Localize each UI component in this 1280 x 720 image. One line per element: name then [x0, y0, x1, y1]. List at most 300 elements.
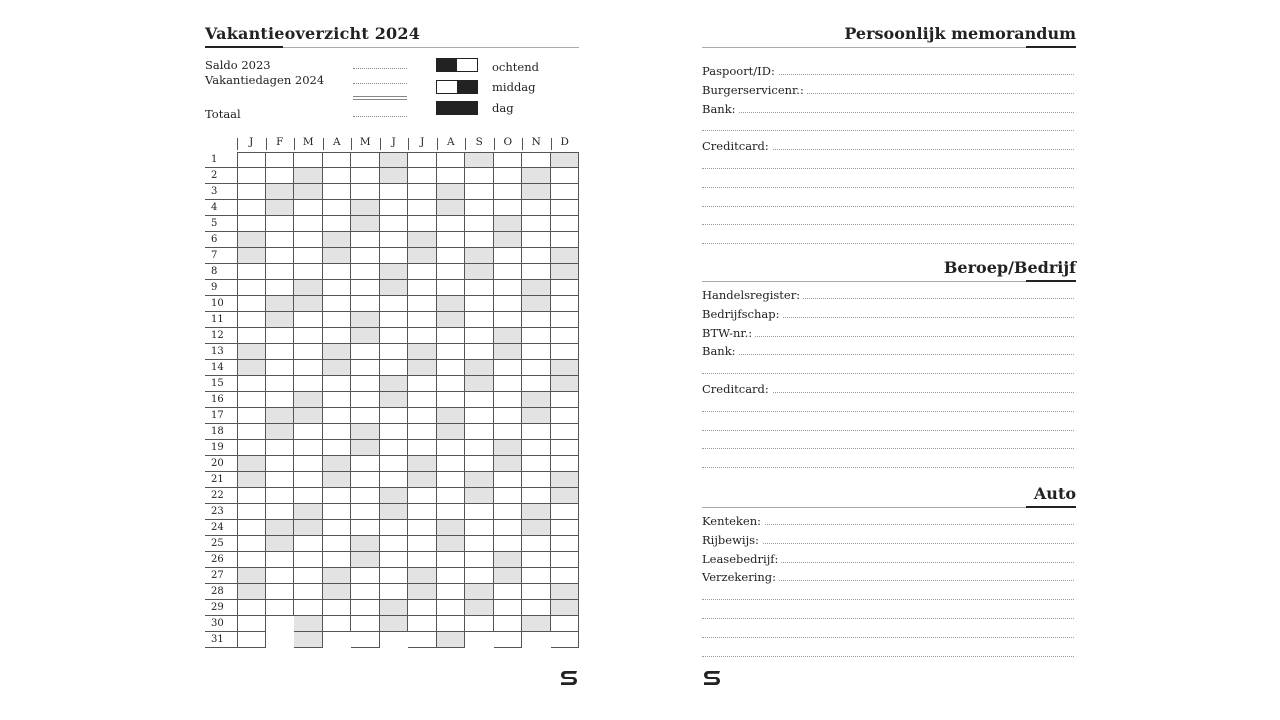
fill-in-line[interactable] [702, 373, 1074, 374]
day-cell[interactable] [465, 264, 494, 280]
day-cell[interactable] [465, 168, 494, 184]
day-cell[interactable] [551, 600, 580, 616]
day-cell[interactable] [494, 568, 523, 584]
day-cell[interactable] [266, 184, 295, 200]
day-cell[interactable] [380, 536, 409, 552]
day-cell[interactable] [551, 552, 580, 568]
day-cell[interactable] [294, 232, 323, 248]
day-cell[interactable] [465, 536, 494, 552]
day-cell[interactable] [237, 520, 266, 536]
day-cell[interactable] [294, 472, 323, 488]
day-cell[interactable] [551, 408, 580, 424]
day-cell[interactable] [437, 328, 466, 344]
day-cell[interactable] [380, 424, 409, 440]
day-cell[interactable] [237, 440, 266, 456]
fill-in-line[interactable] [702, 430, 1074, 431]
day-cell[interactable] [551, 520, 580, 536]
day-cell[interactable] [494, 264, 523, 280]
day-cell[interactable] [351, 264, 380, 280]
day-cell[interactable] [237, 616, 266, 632]
day-cell[interactable] [351, 504, 380, 520]
day-cell[interactable] [522, 424, 551, 440]
day-cell[interactable] [266, 360, 295, 376]
day-cell[interactable] [237, 632, 266, 648]
day-cell[interactable] [323, 536, 352, 552]
day-cell[interactable] [408, 376, 437, 392]
day-cell[interactable] [351, 536, 380, 552]
day-cell[interactable] [465, 216, 494, 232]
day-cell[interactable] [380, 248, 409, 264]
day-cell[interactable] [437, 296, 466, 312]
day-cell[interactable] [294, 184, 323, 200]
day-cell[interactable] [408, 168, 437, 184]
day-cell[interactable] [522, 280, 551, 296]
day-cell[interactable] [494, 536, 523, 552]
day-cell[interactable] [408, 232, 437, 248]
day-cell[interactable] [522, 312, 551, 328]
day-cell[interactable] [237, 392, 266, 408]
day-cell[interactable] [494, 472, 523, 488]
day-cell[interactable] [351, 376, 380, 392]
day-cell[interactable] [437, 440, 466, 456]
fill-in-line[interactable] [702, 467, 1074, 468]
day-cell[interactable] [408, 536, 437, 552]
day-cell[interactable] [494, 312, 523, 328]
day-cell[interactable] [465, 472, 494, 488]
day-cell[interactable] [237, 264, 266, 280]
day-cell[interactable] [237, 376, 266, 392]
day-cell[interactable] [408, 248, 437, 264]
day-cell[interactable] [408, 504, 437, 520]
day-cell[interactable] [380, 488, 409, 504]
day-cell[interactable] [465, 392, 494, 408]
day-cell[interactable] [294, 248, 323, 264]
day-cell[interactable] [551, 488, 580, 504]
day-cell[interactable] [494, 280, 523, 296]
day-cell[interactable] [437, 408, 466, 424]
day-cell[interactable] [551, 312, 580, 328]
day-cell[interactable] [522, 152, 551, 168]
day-cell[interactable] [237, 280, 266, 296]
day-cell[interactable] [237, 424, 266, 440]
day-cell[interactable] [465, 200, 494, 216]
day-cell[interactable] [237, 216, 266, 232]
day-cell[interactable] [437, 536, 466, 552]
day-cell[interactable] [294, 504, 323, 520]
day-cell[interactable] [380, 264, 409, 280]
day-cell[interactable] [323, 296, 352, 312]
day-cell[interactable] [522, 552, 551, 568]
day-cell[interactable] [237, 328, 266, 344]
day-cell[interactable] [323, 472, 352, 488]
day-cell[interactable] [351, 168, 380, 184]
day-cell[interactable] [323, 360, 352, 376]
day-cell[interactable] [551, 536, 580, 552]
day-cell[interactable] [266, 456, 295, 472]
day-cell[interactable] [522, 504, 551, 520]
day-cell[interactable] [323, 232, 352, 248]
day-cell[interactable] [266, 488, 295, 504]
day-cell[interactable] [351, 632, 380, 648]
day-cell[interactable] [380, 520, 409, 536]
day-cell[interactable] [437, 552, 466, 568]
totaal-field[interactable] [353, 116, 407, 117]
day-cell[interactable] [380, 392, 409, 408]
day-cell[interactable] [465, 424, 494, 440]
day-cell[interactable] [323, 424, 352, 440]
day-cell[interactable] [266, 520, 295, 536]
day-cell[interactable] [494, 584, 523, 600]
day-cell[interactable] [351, 472, 380, 488]
day-cell[interactable] [408, 440, 437, 456]
day-cell[interactable] [294, 600, 323, 616]
day-cell[interactable] [494, 424, 523, 440]
day-cell[interactable] [380, 440, 409, 456]
day-cell[interactable] [551, 248, 580, 264]
day-cell[interactable] [522, 392, 551, 408]
day-cell[interactable] [380, 472, 409, 488]
day-cell[interactable] [551, 216, 580, 232]
day-cell[interactable] [522, 536, 551, 552]
day-cell[interactable] [551, 328, 580, 344]
day-cell[interactable] [351, 488, 380, 504]
day-cell[interactable] [294, 200, 323, 216]
day-cell[interactable] [408, 264, 437, 280]
day-cell[interactable] [494, 200, 523, 216]
day-cell[interactable] [266, 536, 295, 552]
day-cell[interactable] [323, 328, 352, 344]
day-cell[interactable] [408, 152, 437, 168]
day-cell[interactable] [266, 584, 295, 600]
day-cell[interactable] [294, 616, 323, 632]
day-cell[interactable] [266, 344, 295, 360]
day-cell[interactable] [437, 456, 466, 472]
day-cell[interactable] [351, 392, 380, 408]
day-cell[interactable] [351, 328, 380, 344]
day-cell[interactable] [266, 200, 295, 216]
fill-in-line[interactable] [702, 130, 1074, 131]
day-cell[interactable] [380, 232, 409, 248]
day-cell[interactable] [237, 408, 266, 424]
day-cell[interactable] [237, 344, 266, 360]
day-cell[interactable] [437, 344, 466, 360]
day-cell[interactable] [522, 488, 551, 504]
day-cell[interactable] [551, 504, 580, 520]
fill-in-line[interactable] [702, 224, 1074, 225]
day-cell[interactable] [237, 552, 266, 568]
fill-in-line[interactable] [702, 656, 1074, 657]
day-cell[interactable] [380, 568, 409, 584]
day-cell[interactable] [465, 152, 494, 168]
day-cell[interactable] [408, 424, 437, 440]
day-cell[interactable] [266, 152, 295, 168]
day-cell[interactable] [465, 328, 494, 344]
day-cell[interactable] [551, 376, 580, 392]
day-cell[interactable] [465, 504, 494, 520]
day-cell[interactable] [351, 616, 380, 632]
day-cell[interactable] [237, 184, 266, 200]
day-cell[interactable] [437, 472, 466, 488]
day-cell[interactable] [522, 344, 551, 360]
day-cell[interactable] [494, 344, 523, 360]
day-cell[interactable] [380, 296, 409, 312]
day-cell[interactable] [380, 328, 409, 344]
day-cell[interactable] [494, 328, 523, 344]
day-cell[interactable] [294, 520, 323, 536]
day-cell[interactable] [408, 312, 437, 328]
day-cell[interactable] [323, 568, 352, 584]
day-cell[interactable] [551, 200, 580, 216]
day-cell[interactable] [494, 616, 523, 632]
fill-in-line[interactable] [702, 618, 1074, 619]
day-cell[interactable] [380, 152, 409, 168]
day-cell[interactable] [323, 440, 352, 456]
day-cell[interactable] [323, 456, 352, 472]
day-cell[interactable] [266, 408, 295, 424]
day-cell[interactable] [437, 392, 466, 408]
day-cell[interactable] [237, 296, 266, 312]
day-cell[interactable] [237, 456, 266, 472]
day-cell[interactable] [465, 520, 494, 536]
day-cell[interactable] [522, 568, 551, 584]
day-cell[interactable] [551, 360, 580, 376]
day-cell[interactable] [465, 184, 494, 200]
day-cell[interactable] [551, 584, 580, 600]
day-cell[interactable] [437, 520, 466, 536]
day-cell[interactable] [465, 616, 494, 632]
day-cell[interactable] [494, 632, 523, 648]
day-cell[interactable] [237, 600, 266, 616]
day-cell[interactable] [465, 248, 494, 264]
day-cell[interactable] [437, 360, 466, 376]
day-cell[interactable] [351, 344, 380, 360]
day-cell[interactable] [323, 504, 352, 520]
day-cell[interactable] [237, 584, 266, 600]
day-cell[interactable] [494, 456, 523, 472]
day-cell[interactable] [323, 552, 352, 568]
day-cell[interactable] [380, 504, 409, 520]
day-cell[interactable] [465, 440, 494, 456]
day-cell[interactable] [294, 408, 323, 424]
day-cell[interactable] [437, 600, 466, 616]
day-cell[interactable] [351, 280, 380, 296]
day-cell[interactable] [323, 344, 352, 360]
day-cell[interactable] [323, 616, 352, 632]
day-cell[interactable] [522, 168, 551, 184]
day-cell[interactable] [351, 232, 380, 248]
day-cell[interactable] [323, 408, 352, 424]
day-cell[interactable] [266, 264, 295, 280]
day-cell[interactable] [408, 360, 437, 376]
day-cell[interactable] [323, 488, 352, 504]
day-cell[interactable] [351, 520, 380, 536]
day-cell[interactable] [551, 280, 580, 296]
day-cell[interactable] [294, 312, 323, 328]
day-cell[interactable] [294, 488, 323, 504]
day-cell[interactable] [437, 424, 466, 440]
day-cell[interactable] [437, 248, 466, 264]
day-cell[interactable] [351, 408, 380, 424]
day-cell[interactable] [237, 488, 266, 504]
day-cell[interactable] [351, 584, 380, 600]
day-cell[interactable] [494, 152, 523, 168]
day-cell[interactable] [380, 552, 409, 568]
day-cell[interactable] [237, 504, 266, 520]
day-cell[interactable] [522, 360, 551, 376]
day-cell[interactable] [351, 552, 380, 568]
day-cell[interactable] [437, 568, 466, 584]
day-cell[interactable] [494, 488, 523, 504]
day-cell[interactable] [323, 168, 352, 184]
day-cell[interactable] [351, 568, 380, 584]
day-cell[interactable] [237, 152, 266, 168]
day-cell[interactable] [408, 552, 437, 568]
day-cell[interactable] [437, 232, 466, 248]
day-cell[interactable] [266, 232, 295, 248]
day-cell[interactable] [294, 552, 323, 568]
day-cell[interactable] [437, 488, 466, 504]
day-cell[interactable] [266, 424, 295, 440]
day-cell[interactable] [380, 184, 409, 200]
day-cell[interactable] [551, 472, 580, 488]
day-cell[interactable] [237, 472, 266, 488]
day-cell[interactable] [408, 216, 437, 232]
day-cell[interactable] [465, 360, 494, 376]
day-cell[interactable] [380, 360, 409, 376]
day-cell[interactable] [494, 408, 523, 424]
day-cell[interactable] [294, 440, 323, 456]
day-cell[interactable] [408, 200, 437, 216]
day-cell[interactable] [437, 312, 466, 328]
day-cell[interactable] [551, 632, 580, 648]
day-cell[interactable] [522, 520, 551, 536]
saldo-field[interactable] [353, 68, 407, 69]
day-cell[interactable] [494, 504, 523, 520]
day-cell[interactable] [266, 440, 295, 456]
day-cell[interactable] [522, 376, 551, 392]
day-cell[interactable] [437, 584, 466, 600]
day-cell[interactable] [551, 168, 580, 184]
day-cell[interactable] [551, 344, 580, 360]
day-cell[interactable] [323, 248, 352, 264]
fill-in-line[interactable] [702, 243, 1074, 244]
day-cell[interactable] [437, 376, 466, 392]
day-cell[interactable] [323, 184, 352, 200]
day-cell[interactable] [323, 312, 352, 328]
day-cell[interactable] [408, 296, 437, 312]
day-cell[interactable] [351, 296, 380, 312]
day-cell[interactable] [408, 456, 437, 472]
day-cell[interactable] [551, 440, 580, 456]
day-cell[interactable] [266, 168, 295, 184]
day-cell[interactable] [522, 264, 551, 280]
fill-in-line[interactable] [702, 637, 1074, 638]
day-cell[interactable] [494, 248, 523, 264]
day-cell[interactable] [294, 424, 323, 440]
day-cell[interactable] [380, 584, 409, 600]
day-cell[interactable] [237, 232, 266, 248]
day-cell[interactable] [437, 184, 466, 200]
day-cell[interactable] [494, 232, 523, 248]
day-cell[interactable] [408, 568, 437, 584]
day-cell[interactable] [437, 152, 466, 168]
vakantiedagen-field[interactable] [353, 83, 407, 84]
day-cell[interactable] [408, 632, 437, 648]
day-cell[interactable] [294, 344, 323, 360]
day-cell[interactable] [465, 280, 494, 296]
fill-in-line[interactable] [702, 411, 1074, 412]
day-cell[interactable] [294, 392, 323, 408]
day-cell[interactable] [522, 408, 551, 424]
day-cell[interactable] [351, 184, 380, 200]
day-cell[interactable] [351, 248, 380, 264]
day-cell[interactable] [494, 184, 523, 200]
day-cell[interactable] [522, 440, 551, 456]
day-cell[interactable] [294, 328, 323, 344]
day-cell[interactable] [551, 232, 580, 248]
day-cell[interactable] [408, 616, 437, 632]
day-cell[interactable] [237, 200, 266, 216]
day-cell[interactable] [294, 168, 323, 184]
fill-in-line[interactable] [702, 112, 1074, 113]
day-cell[interactable] [522, 216, 551, 232]
day-cell[interactable] [380, 312, 409, 328]
day-cell[interactable] [522, 472, 551, 488]
day-cell[interactable] [522, 584, 551, 600]
day-cell[interactable] [323, 376, 352, 392]
day-cell[interactable] [294, 568, 323, 584]
day-cell[interactable] [494, 168, 523, 184]
day-cell[interactable] [551, 568, 580, 584]
day-cell[interactable] [323, 600, 352, 616]
day-cell[interactable] [551, 296, 580, 312]
day-cell[interactable] [294, 536, 323, 552]
day-cell[interactable] [351, 360, 380, 376]
day-cell[interactable] [380, 216, 409, 232]
day-cell[interactable] [351, 456, 380, 472]
day-cell[interactable] [551, 184, 580, 200]
day-cell[interactable] [522, 616, 551, 632]
day-cell[interactable] [522, 248, 551, 264]
day-cell[interactable] [522, 232, 551, 248]
day-cell[interactable] [237, 360, 266, 376]
day-cell[interactable] [494, 360, 523, 376]
day-cell[interactable] [465, 376, 494, 392]
day-cell[interactable] [437, 216, 466, 232]
day-cell[interactable] [522, 296, 551, 312]
day-cell[interactable] [380, 408, 409, 424]
day-cell[interactable] [237, 312, 266, 328]
day-cell[interactable] [465, 488, 494, 504]
day-cell[interactable] [465, 600, 494, 616]
day-cell[interactable] [323, 200, 352, 216]
day-cell[interactable] [351, 312, 380, 328]
day-cell[interactable] [323, 584, 352, 600]
day-cell[interactable] [380, 168, 409, 184]
day-cell[interactable] [380, 616, 409, 632]
day-cell[interactable] [437, 200, 466, 216]
day-cell[interactable] [465, 408, 494, 424]
day-cell[interactable] [380, 376, 409, 392]
day-cell[interactable] [522, 184, 551, 200]
day-cell[interactable] [380, 600, 409, 616]
day-cell[interactable] [266, 568, 295, 584]
day-cell[interactable] [294, 264, 323, 280]
fill-in-line[interactable] [702, 168, 1074, 169]
day-cell[interactable] [266, 392, 295, 408]
day-cell[interactable] [494, 520, 523, 536]
day-cell[interactable] [522, 328, 551, 344]
